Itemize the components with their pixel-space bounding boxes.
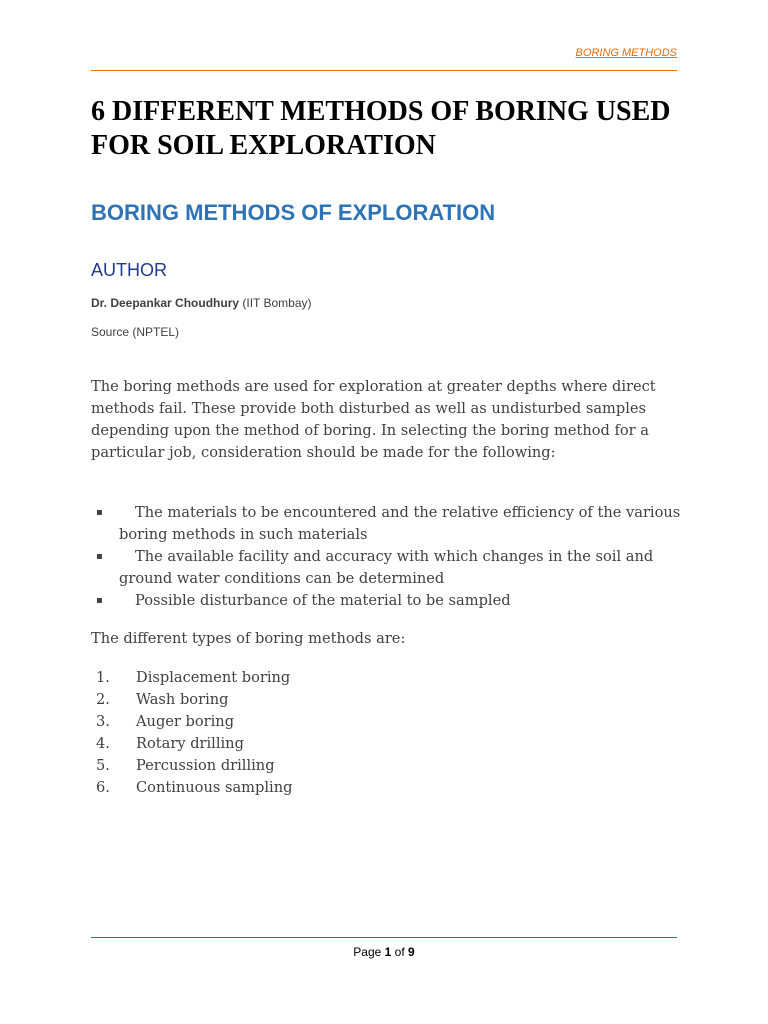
list-item bbox=[91, 755, 292, 777]
author-affiliation: (IIT Bombay) bbox=[242, 296, 312, 310]
list-item bbox=[91, 689, 292, 711]
list-item bbox=[91, 502, 681, 546]
running-header: BORING METHODS bbox=[575, 47, 677, 59]
list-number: 4. bbox=[96, 735, 110, 752]
intro-paragraph: The boring methods are used for exploration at greater depths where direct methods fail. These provide both disturbed as well as undisturbed samples depending upon the method of boring. In selecting the boring method for a particular job, consideration should be made for the following: bbox=[91, 378, 656, 461]
list-item-text: Auger boring bbox=[136, 713, 235, 730]
list-item bbox=[91, 667, 292, 689]
section-heading: BORING METHODS OF EXPLORATION bbox=[91, 200, 496, 225]
list-item bbox=[91, 733, 292, 755]
header-rule bbox=[91, 70, 677, 71]
list-item bbox=[91, 711, 292, 733]
page-footer bbox=[0, 945, 768, 959]
list-number: 2. bbox=[96, 691, 110, 708]
list-item-text: Percussion drilling bbox=[136, 757, 275, 774]
list-item bbox=[91, 590, 681, 612]
list-item-text: Displacement boring bbox=[136, 669, 291, 686]
boring-types-list bbox=[91, 667, 292, 799]
types-intro: The different types of boring methods are: bbox=[91, 630, 406, 647]
list-item-text: Wash boring bbox=[136, 691, 229, 708]
list-number: 5. bbox=[96, 757, 110, 774]
page-word: Page bbox=[353, 945, 382, 959]
list-number: 3. bbox=[96, 713, 110, 730]
of-word: of bbox=[394, 945, 405, 959]
list-item-text: Possible disturbance of the material to be sampled bbox=[135, 592, 511, 609]
author-name: Dr. Deepankar Choudhury bbox=[91, 296, 240, 310]
list-item bbox=[91, 777, 292, 799]
author-line bbox=[91, 296, 312, 310]
list-number: 1. bbox=[96, 669, 110, 686]
list-item-text: Continuous sampling bbox=[136, 779, 293, 796]
list-item-text: Rotary drilling bbox=[136, 735, 244, 752]
considerations-list bbox=[91, 502, 681, 612]
document-title: 6 DIFFERENT METHODS OF BORING USED FOR SOIL EXPLORATION bbox=[91, 96, 671, 161]
author-heading: AUTHOR bbox=[91, 260, 167, 280]
footer-rule bbox=[91, 937, 677, 938]
page-current: 1 bbox=[384, 945, 392, 959]
list-item-text: The available facility and accuracy with which changes in the soil and ground water conditions can be determined bbox=[119, 548, 654, 587]
list-number: 6. bbox=[96, 779, 110, 796]
list-item bbox=[91, 546, 681, 590]
page-total: 9 bbox=[408, 945, 415, 959]
bullet-icon: ▪ bbox=[96, 507, 103, 518]
source-line: Source (NPTEL) bbox=[91, 325, 180, 339]
list-item-text: The materials to be encountered and the relative efficiency of the various boring methods in such materials bbox=[119, 504, 681, 543]
bullet-icon: ▪ bbox=[96, 595, 103, 606]
bullet-icon: ▪ bbox=[96, 551, 103, 562]
